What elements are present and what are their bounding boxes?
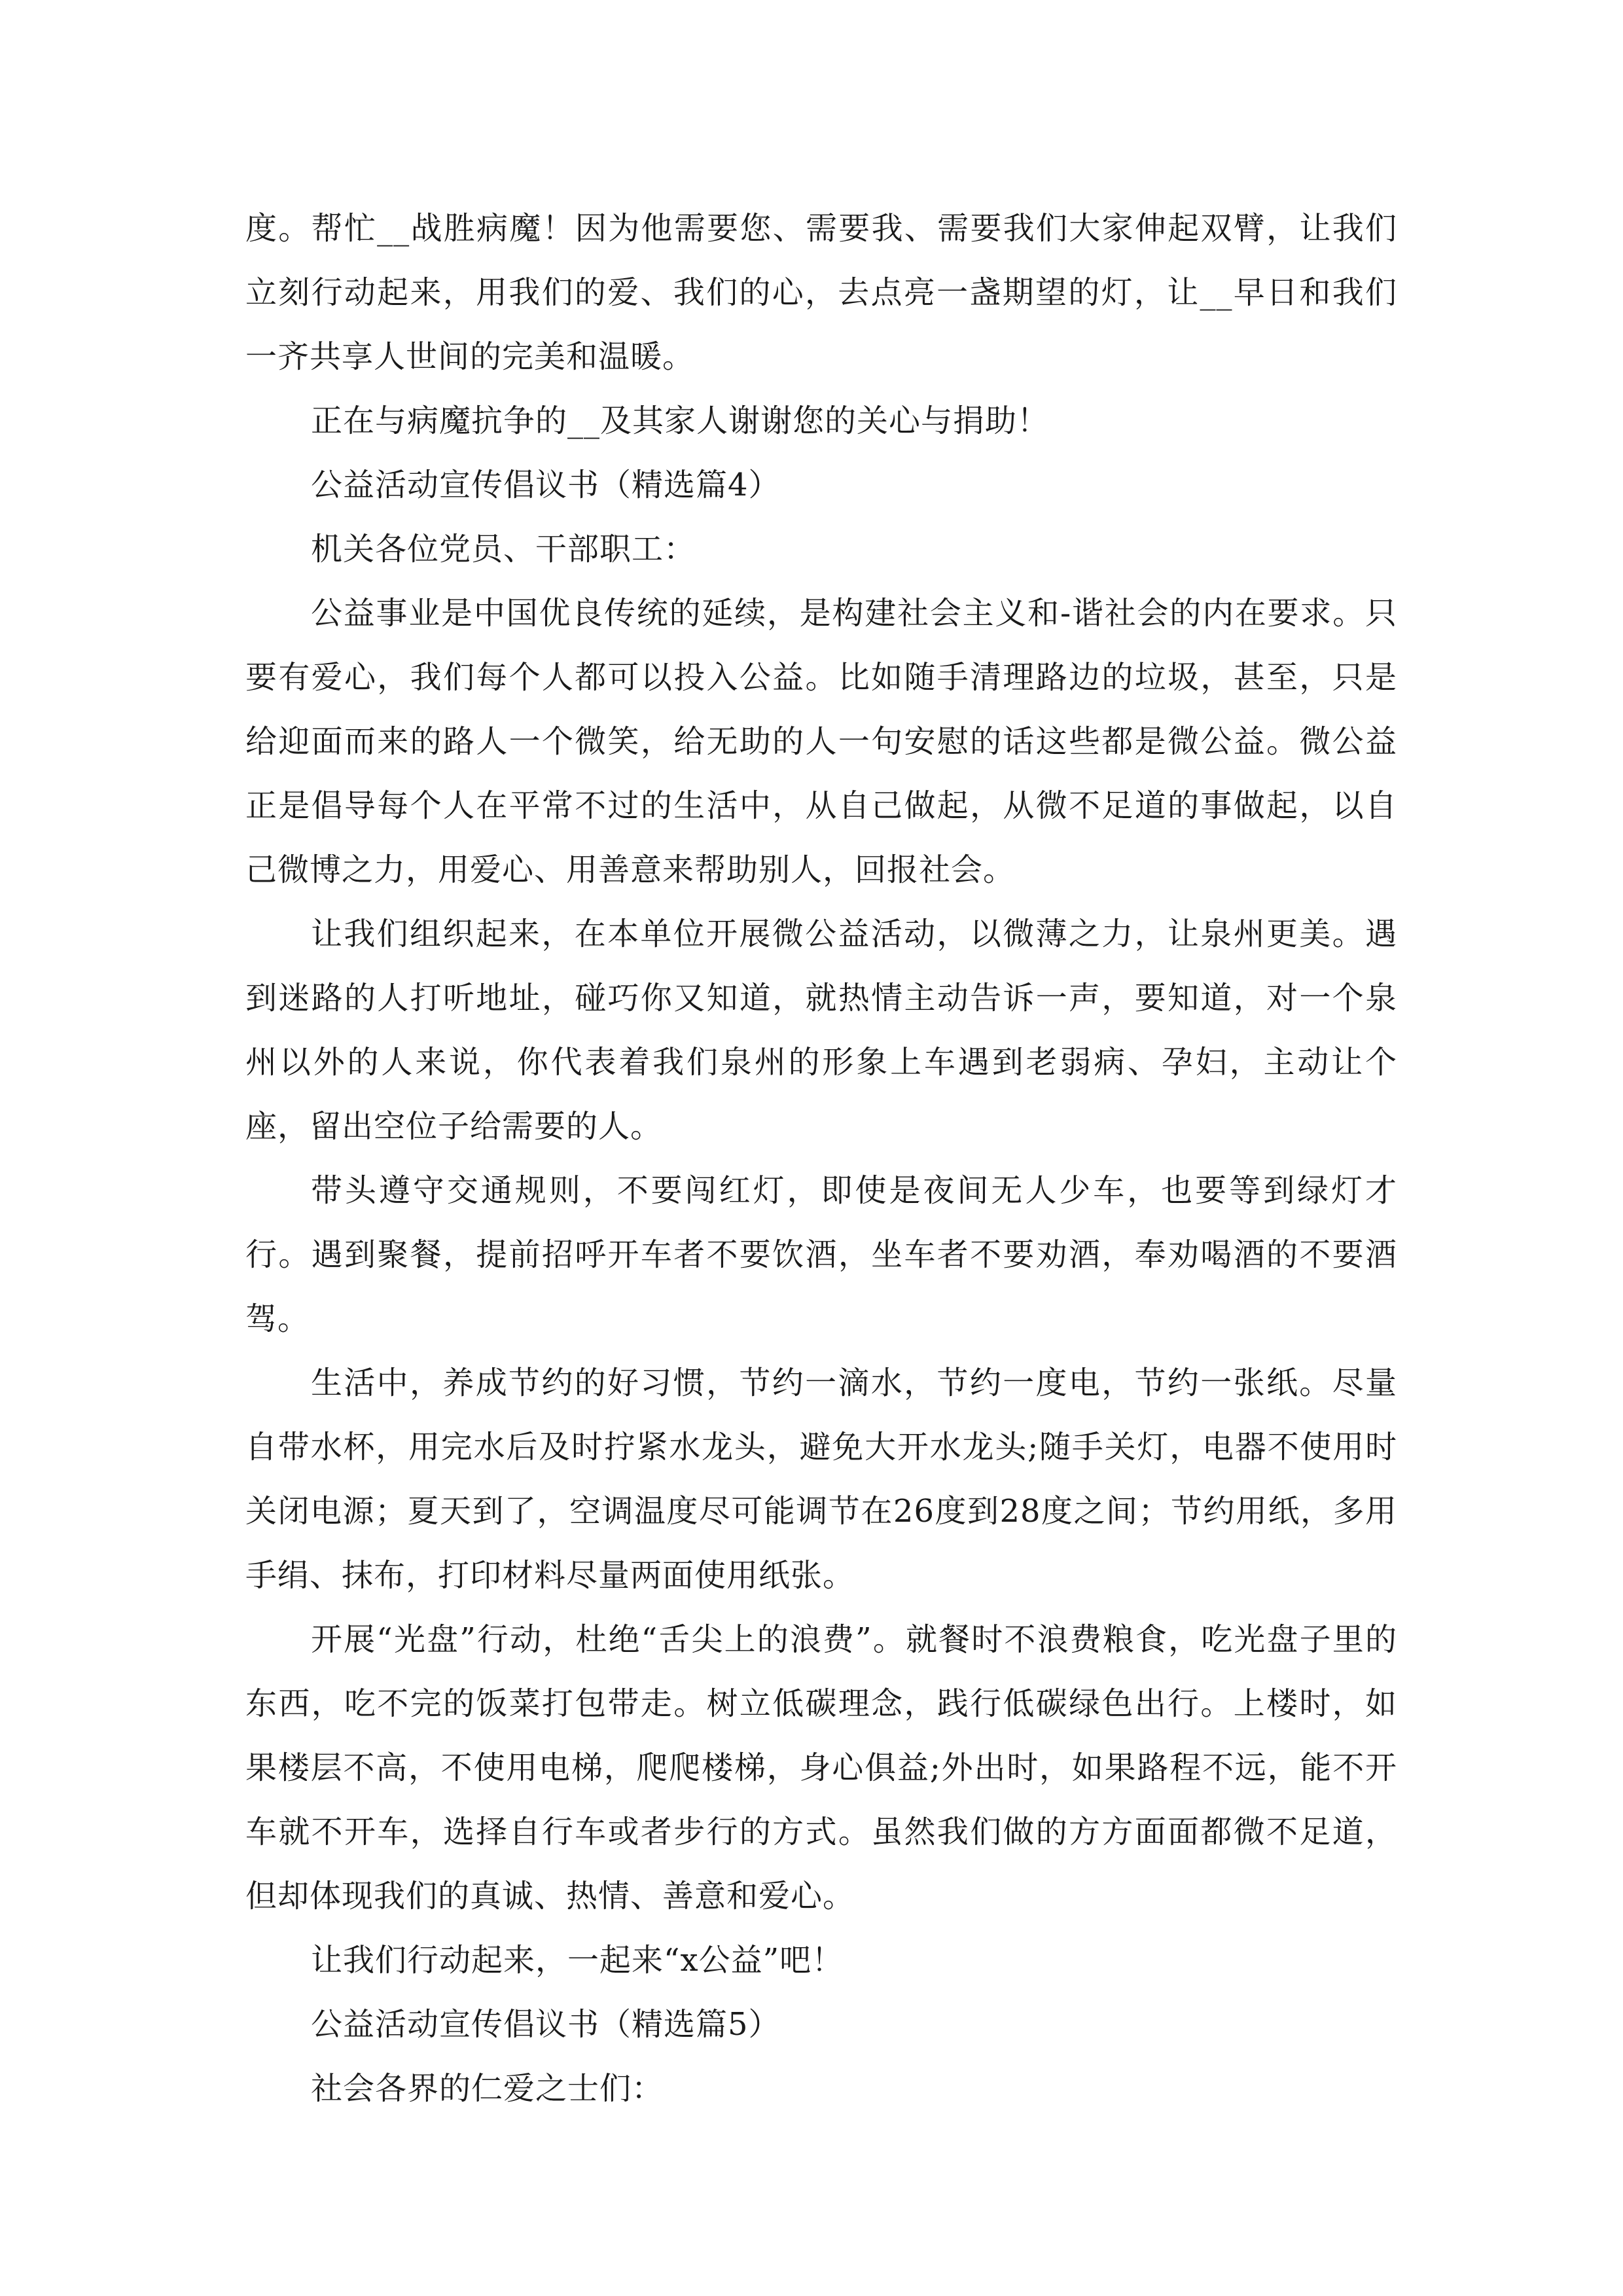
section-heading-4: 公益活动宣传倡议书（精选篇4） bbox=[311, 467, 781, 503]
paragraph-2: 正在与病魔抗争的__及其家人谢谢您的关心与捐助！ bbox=[311, 403, 1050, 439]
section-heading-5: 公益活动宣传倡议书（精选篇5） bbox=[311, 2006, 781, 2043]
paragraph-10: 让我们行动起来，一起来“x公益”吧！ bbox=[311, 1942, 844, 1979]
paragraph-5: 公益事业是中国优良传统的延续，是构建社会主义和-谐社会的内在要求。只要有爱心，我们每个人都可以投入公益。比如随手清理路边的垃圾，甚至，只是给迎面而来的路人一个微笑，给无助的人一句安慰的话这些都是微公益。微公益正是倡导每个人在平常不过的生活中，从自己做起，从微不足道的事做起，以自己微博之力，用爱心、用善意来帮助别人，回报社会。 bbox=[245, 595, 1397, 888]
paragraph-6: 让我们组织起来，在本单位开展微公益活动，以微薄之力，让泉州更美。遇到迷路的人打听地址，碰巧你又知道，就热情主动告诉一声，要知道，对一个泉州以外的人来说，你代表着我们泉州的形象上车遇到老弱病、孕妇，主动让个座，留出空位子给需要的人。 bbox=[245, 916, 1397, 1145]
paragraph-9: 开展“光盘”行动，杜绝“舌尖上的浪费”。就餐时不浪费粮食，吃光盘子里的东西，吃不完的饭菜打包带走。树立低碳理念，践行低碳绿色出行。上楼时，如果楼层不高，不使用电梯，爬爬楼梯，身心俱益;外出时，如果路程不远，能不开车就不开车，选择自行车或者步行的方式。虽然我们做的方方面面都微不足道，但却体现我们的真诚、热情、善意和爱心。 bbox=[245, 1621, 1397, 1914]
paragraph-1: 度。帮忙__战胜病魔！因为他需要您、需要我、需要我们大家伸起双臂，让我们立刻行动起来，用我们的爱、我们的心，去点亮一盏期望的灯，让__早日和我们一齐共享人世间的完美和温暖。 bbox=[245, 210, 1397, 375]
paragraph-8: 生活中，养成节约的好习惯，节约一滴水，节约一度电，节约一张纸。尽量自带水杯，用完水后及时拧紧水龙头，避免大开水龙头;随手关灯，电器不使用时关闭电源；夏天到了，空调温度尽可能调节在26度到28度之间；节约用纸，多用手绢、抹布，打印材料尽量两面使用纸张。 bbox=[245, 1365, 1397, 1594]
salutation-5: 社会各界的仁爱之士们： bbox=[311, 2070, 664, 2107]
document-page bbox=[245, 196, 1397, 2121]
salutation-4: 机关各位党员、干部职工： bbox=[311, 531, 696, 567]
paragraph-7: 带头遵守交通规则，不要闯红灯，即使是夜间无人少车，也要等到绿灯才行。遇到聚餐，提前招呼开车者不要饮酒，坐车者不要劝酒，奉劝喝酒的不要酒驾。 bbox=[245, 1172, 1397, 1337]
